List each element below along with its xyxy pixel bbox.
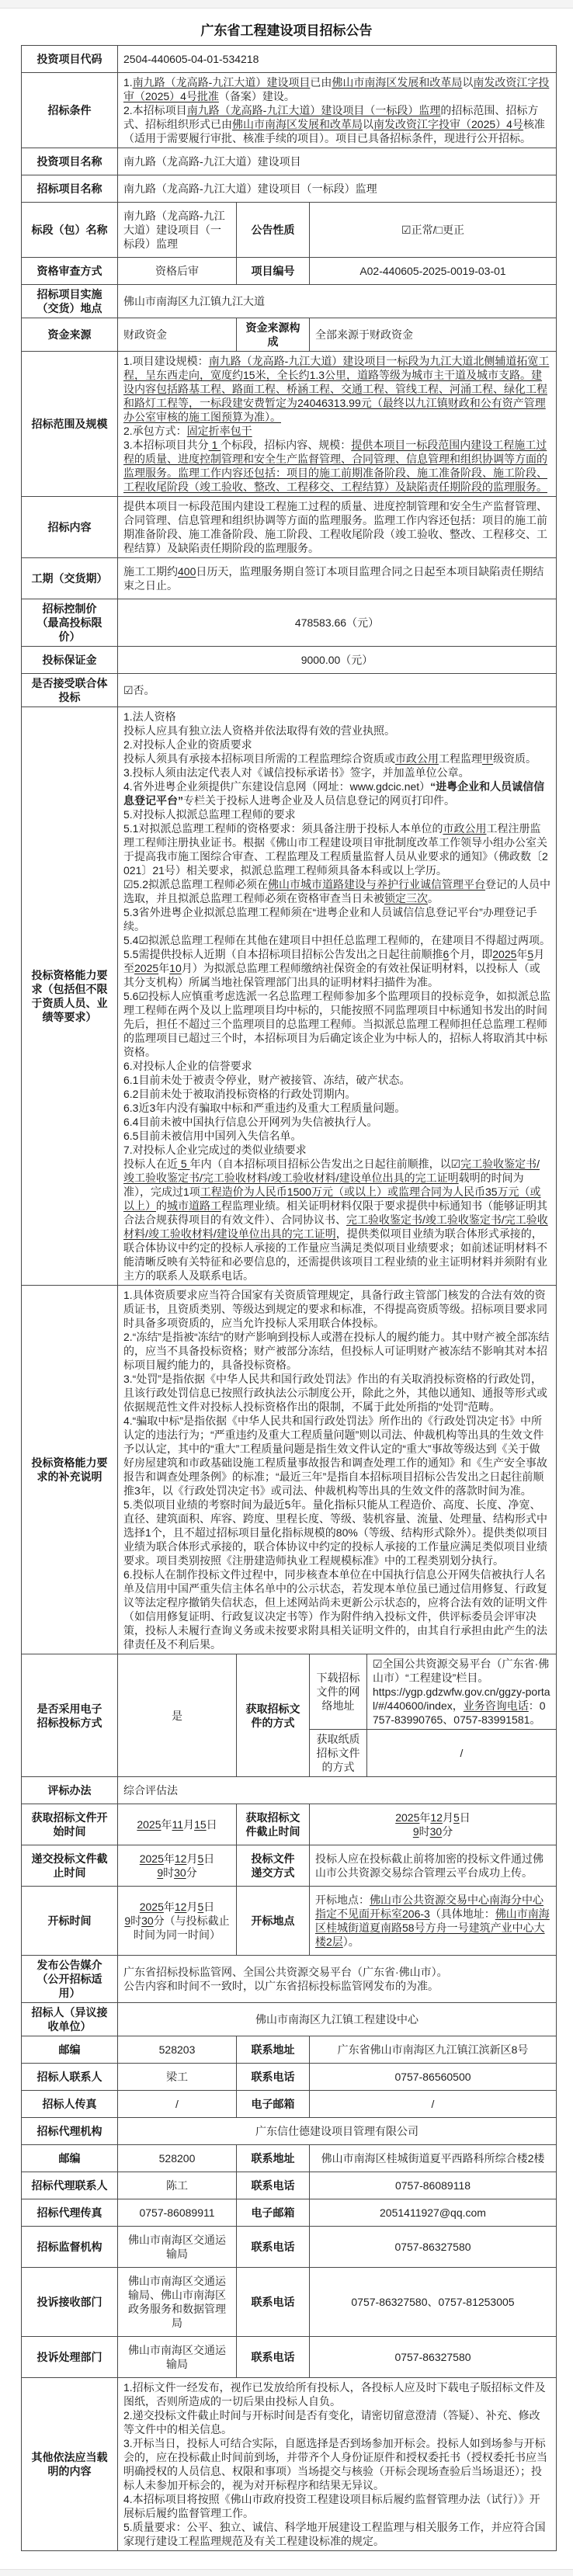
agency-value: 广东信仕德建设项目管理有限公司 [118,2118,557,2145]
row-other-content [22,2378,557,2551]
qualification-review-value: 资格后审 [118,258,237,285]
project-number-label: 项目编号 [237,258,310,285]
row-construction-period [22,558,557,599]
complaint-handling-phone-value: 0757-86327580 [310,2337,557,2378]
investment-project-name-value: 南九路（龙高路-九江大道）建设项目 [118,148,557,175]
row-complaint-handling [22,2337,557,2378]
tenderer-value: 佛山市南海区九江镇工程建设中心 [118,2003,557,2036]
tender-content-value: 提供本项目一标段范围内建设工程施工过程的质量、进度控制管理和安全生产监督管理、合同管理、信息管理和组织协调等方面的监理服务。监理工作内容还包括：项目的施工前期准备阶段、施工准备阶段、施工阶段、工程收尾阶段（竣工验收、整改、工程移交、工程结算）及缺陷责任期阶段的监理服务。 [118,497,557,558]
agency-email-label: 电子邮箱 [237,2199,310,2227]
investment-project-code-value: 2504-440605-04-01-534218 [118,46,557,73]
row-submission-deadline [22,1845,557,1887]
qualification-review-label: 资格审查方式 [22,258,118,285]
acquisition-start-value: 2025年11月15日 [118,1804,237,1845]
evaluation-method-value: 综合评估法 [118,1777,557,1804]
tenderer-label: 招标人（异议接 收单位） [22,2003,118,2036]
row-agency [22,2118,557,2145]
other-content-value: 1.招标文件一经发布，视作已发放给所有投标人，各投标人应及时下载电子版招标文件及图纸，否则所造成的一切后果由投标人自负。 2.递交投标文件截止时间与开标时间是否有变化，请密切留意澄清（答疑）、补充、修改等文件中的相关信息。 3.开标当日，投标人可结合实际，自愿选择是否到场参加开标会。投标人如到场参与开标会的，应在投标截止时间前到场，并带齐个人身份证原件和授权委托书（授权委托书应当明确授权的人员信息、权限和事项）当场提交与核验（开标会现场查验后当场退还）；投标人未参加开标会的，视为对开标程序和结果无异议。 4.本招标项目将按照《佛山市政府投资工程建设项目标后履约监督管理办法（试行）》开展标后履约监督管理工作。 5.质量要求：公平、独立、诚信、科学地开展建设工程监理与相关服务工作，并应符合国家现行建设工程监理规范及有关工程建设标准的规定。 [118,2378,557,2551]
submission-method-label: 投标文件 递交方式 [237,1845,310,1887]
tender-content-label: 招标内容 [22,497,118,558]
submission-deadline-label: 递交投标文件截 止时间 [22,1845,118,1887]
bid-security-value: 9000.00（元） [118,647,557,674]
agency-address-value: 佛山市南海区桂城街道夏平西路科所综合楼2楼 [310,2145,557,2172]
tenderer-postcode-value: 528203 [118,2036,237,2064]
row-acquisition-time [22,1804,557,1845]
bid-opening-time-label: 开标时间 [22,1887,118,1956]
complaint-receiving-phone-value: 0757-86327580、0757-81253005 [310,2268,557,2337]
bid-opening-place-value: 开标地点：佛山市公共资源交易中心南海分中心指定不见面开标室206-3（具体地址：佛山市南海区桂城街道夏南路58号方舟一号建筑产业中心大楼2层）。 [310,1887,557,1956]
row-agency-contact [22,2172,557,2199]
funding-composition-label: 资金来源构 成 [237,318,310,352]
electronic-bidding-value: 是 [118,1654,237,1777]
row-tenderer-contact [22,2064,557,2091]
section-package-name-label: 标段（包）名称 [22,203,118,258]
funding-source-value: 财政资金 [118,318,237,352]
supervision-phone-label: 联系电话 [237,2227,310,2268]
tenderer-email-label: 电子邮箱 [237,2091,310,2118]
submission-method-value: 投标人应在投标截止前将加密的投标文件通过佛山市公共资源交易综合管理云平台成功上传。 [310,1845,557,1887]
tenderer-contact-label: 招标人联系人 [22,2064,118,2091]
tenderer-email-value: / [310,2091,557,2118]
row-tender-project-name [22,175,557,203]
row-tenderer-postcode [22,2036,557,2064]
tenderer-contact-value: 梁工 [118,2064,237,2091]
notice-nature-value: ☑正常/□更正 [310,203,557,258]
agency-fax-label: 招标代理传真 [22,2199,118,2227]
qualification-supplement-value: 1.具体资质要求应当符合国家有关资质管理规定，具备行政主管部门核发的合法有效的资质证书，且资质类别、等级达到规定的要求和标准，不得提高资质等级。招标项目要求同时具备多项资质的，应当允许投标人采用联合体投标。 2.“冻结”是指被“冻结”的财产影响到投标人或潜在投标人的履约能力。其中财产被全部冻结的，应当不具备投标资格；财产被部分冻结，但投标人可证明财产被冻结不影响其对本招标项目履约能力的，具备投标资格。 3.“处罚”是指依据《中华人民共和国行政处罚法》作出的有关取消投标资格的行政处罚，且该行政处罚信息已按照行政执法公示制度公开，除此之外，其他以通知、通报等形式或依据规范性文件对投标人投标资格作出的限制，不属于此处所指的“处罚”范畴。 4.“骗取中标”是指依据《中华人民共和国行政处罚法》所作出的《行政处罚决定书》中所认定的违法行为；“严重违约及重大工程质量问题”则以司法、仲裁机构等出具的生效文件予以认定，其中的“重大”工程质量问题是指生效文件认定的“重大”事故等级达到《关于做好房屋建筑和市政基础设施工程质量事故报告和调查处理工作的通知》和《生产安全事故报告和调查处理条例》的标准；“最近三年”是指自本招标项目招标公告发出之日起往前顺推3年，以《行政处罚决定书》或司法、仲裁机构等出具的生效文件的落款时间为准。 5.类似项目业绩的考察时间为最近5年。量化指标只能从工程造价、高度、长度、净宽、直径、建筑面积、库容、跨度、里程长度、等级、装机容量、流量、处理量、结构形式中选择1个，且不超过招标项目量化指标规模的80%（等级、结构形式除外）。提供类似项目业绩为联合体形式承接的，联合体协议中约定的投标人承接的工作量应满足类似项目业绩要求。项目类别按照《注册建造师执业工程规模标准》中的工程类别划分执行。 6.投标人在制作投标文件过程中，同步核查本单位在中国执行信息公开网失信被执行人名单及信用中国严重失信主体名单中的公示状态，若发现本单位虽已通过信用修复、行政复议等法定程序撤销失信状态，但上述网站尚未更新公示状态的，应将合法有效的证明文件（如信用修复证明、行政复议决定书等）作为附件纳入投标文件，供评标委员会评审决策，投标人未履行查询义务或未按要求附具相关证明文件的，由其自行承担由此产生的法律责任及不利后果。 [118,1286,557,1654]
row-complaint-receiving [22,2268,557,2337]
bid-security-label: 投标保证金 [22,647,118,674]
control-price-value: 478583.66（元） [118,599,557,647]
funding-source-label: 资金来源 [22,318,118,352]
submission-deadline-value: 2025年12月5日 9时30分 [118,1845,237,1887]
row-section-name [22,203,557,258]
electronic-bidding-label: 是否采用电子 招标投标方式 [22,1654,118,1777]
download-address-value: ☑全国公共资源交易平台（广东省·佛山市）“工程建设”栏目。 https://ygp.gdzwfw.gov.cn/ggzy-portal/#/440600/index，业务咨询电话：0757-83990765、0757-83991581。 [367,1654,557,1730]
consortium-value: ☑否。 [118,674,557,707]
project-number-value: A02-440605-2025-0019-03-01 [310,258,557,285]
tenderer-postcode-label: 邮编 [22,2036,118,2064]
paper-document-label: 获取纸质 招标文件 的方式 [310,1730,367,1777]
qualification-supplement-label: 投标资格能力要 求的补充说明 [22,1286,118,1654]
row-qualification-review [22,258,557,285]
control-price-label: 招标控制价 （最高投标限 价） [22,599,118,647]
row-funding-source [22,318,557,352]
row-evaluation-method [22,1777,557,1804]
row-announcement-media [22,1956,557,2003]
row-implementation-location [22,285,557,318]
complaint-handling-label: 投诉处理部门 [22,2337,118,2378]
row-tender-scope [22,352,557,497]
construction-period-label: 工期（交货期） [22,558,118,599]
agency-postcode-label: 邮编 [22,2145,118,2172]
bidder-qualification-value: 1.法人资格 投标人应具有独立法人资格并依法取得有效的营业执照。 2.对投标人企业的资质要求 投标人须具有承接本招标项目所需的工程监理综合资质或市政公用工程监理甲级资质。 3.投标人须由法定代表人对《诚信投标承诺书》签字，并加盖单位公章。 4.省外进粤企业须提供广东建设信息网（网址：www.gdcic.net）“进粤企业和人员诚信信息登记平台”专栏关于投标人进粤企业及人员信息登记的网页打印件。 5.对投标人拟派总监理工程师的要求 5.1对拟派总监理工程师的资格要求：须具备注册于投标人本单位的市政公用工程注册监理工程师注册执业证书。根据《佛山市工程建设项目审批制度改革工作领导小组办公室关于提高我市施工图综合审查、工程监理及工程质量监督人员从业要求的通知》（佛政数〔2021〕21号）相关要求，拟派总监理工程师须具备本科或以上学历。 ☑5.2拟派总监理工程师必须在佛山市城市道路建设与养护行业诚信管理平台登记的人员中选取，并且拟派总监理工程师必须在资格审查当日未被锁定三次。 5.3省外进粤企业拟派总监理工程师须在“进粤企业和人员诚信信息登记平台”办理登记手续。 5.4☑拟派总监理工程师在其他在建项目中担任总监理工程师的，在建项目不得超过两项。 5.5需提供投标人近期（自本招标项目招标公告发出之日起往前顺推6个月，即2025年5月至2025年10月）为拟派总监理工程师缴纳社保资金的有效社保证明材料，以投标人（或其分支机构）所属当地社保管理部门出具的证明材料扫描件为准。 5.6☑投标人应慎重考虑选派一名总监理工程师参加多个监理项目的投标竞争，如拟派总监理工程师在两个及以上监理项目均中标的，只能按照不同监理项目中标通知书发出的时间先后，担任不超过三个监理项目的总监理工程师。当拟派总监理工程师担任总监理工程师的监理项目已超过三个时，本招标项目为后确定该企业为中标人的，招标人将取消其中标资格。 6.对投标人企业的信誉要求 6.1目前未处于被责令停业，财产被接管、冻结，破产状态。 6.2目前未处于被取消投标资格的行政处罚期内。 6.3近3年内没有骗取中标和严重违约及重大工程质量问题。 6.4目前未被中国执行信息公开网列为失信被执行人。 6.5目前未被信用中国列入失信名单。 7.对投标人企业完成过的类似业绩要求 投标人在近 5 年内（自本招标项目招标公告发出之日起往前顺推，以☑完工验收鉴定书/竣工验收鉴定书/完工验收材料/竣工验收材料/建设单位出具的完工证明载明的时间为准），完成过1项工程造价为人民币1500万元（或以上）或监理合同为人民币35万元（或以上）的城市道路工程监理业绩。相关证明材料仅限于要求提供中标通知书（能够证明其合法合规获得项目的有效文件）、合同协议书、完工验收鉴定书/竣工验收鉴定书/完工验收材料/竣工验收材料/建设单位出具的完工证明，提供类似项目业绩为联合体形式承接的，联合体协议中约定的投标人承接的工作量应当满足类似项目业绩要求；如前述证明材料不能清晰反映有关特征和必要信息的，还需提供该项目工程业绩的业主证明材料并须附有业主方的联系人及联系电话。 [118,707,557,1286]
agency-email-value: 2051411927@qq.com [310,2199,557,2227]
tender-project-name-value: 南九路（龙高路-九江大道）建设项目（一标段）监理 [118,175,557,203]
row-tenderer [22,2003,557,2036]
agency-fax-value: 0757-86089911 [118,2199,237,2227]
row-electronic-bidding [22,1654,557,1730]
agency-contact-value: 陈工 [118,2172,237,2199]
announcement-media-label: 发布公告媒介 （公开招标适 用） [22,1956,118,2003]
investment-project-name-label: 投资项目名称 [22,148,118,175]
row-tender-conditions [22,73,557,148]
tender-project-name-label: 招标项目名称 [22,175,118,203]
complaint-handling-phone-label: 联系电话 [237,2337,310,2378]
tenderer-address-value: 广东省佛山市南海区九江镇江滨新区8号 [310,2036,557,2064]
row-qualification-supplement [22,1286,557,1654]
complaint-handling-value: 佛山市南海区交通运输局 [118,2337,237,2378]
row-control-price [22,599,557,647]
acquisition-start-label: 获取招标文件开 始时间 [22,1804,118,1845]
row-consortium [22,674,557,707]
consortium-label: 是否接受联合体 投标 [22,674,118,707]
top-strip [0,0,573,9]
agency-label: 招标代理机构 [22,2118,118,2145]
agency-phone-label: 联系电话 [237,2172,310,2199]
agency-address-label: 联系地址 [237,2145,310,2172]
supervision-phone-value: 0757-86327580 [310,2227,557,2268]
funding-composition-value: 全部来源于财政资金 [310,318,557,352]
tenderer-address-label: 联系地址 [237,2036,310,2064]
acquisition-deadline-value: 2025年12月5日 9时30分 [310,1804,557,1845]
tenderer-phone-value: 0757-86560500 [310,2064,557,2091]
row-bidder-qualification [22,707,557,1286]
row-agency-fax [22,2199,557,2227]
announcement-table [21,45,557,2551]
bid-opening-place-label: 开标地点 [237,1887,310,1956]
row-bid-security [22,647,557,674]
evaluation-method-label: 评标办法 [22,1777,118,1804]
row-investment-project-code [22,46,557,73]
tenderer-phone-label: 联系电话 [237,2064,310,2091]
tender-scope-value: 1.项目建设规模：南九路（龙高路-九江大道）建设项目一标段为九江大道北侧辅道拓宽工程，呈东西走向，宽度约15米，全长约1.3公里，道路等级为城市主干道及城市支路。建设内容包括路基工程、路面工程、桥涵工程、交通工程、管线工程、河涌工程、绿化工程和路灯工程等，一标段建安费暂定为24046313.99元（最终以九江镇财政和公有资产管理办公室审核的施工图预算为准）。 2.承包方式：固定折率包干 3.本招标项目共分 1 个标段，招标内容、规模：提供本项目一标段范围内建设工程施工过程的质量、进度控制管理和安全生产监督管理、合同管理、信息管理和组织协调等方面的监理服务。监理工作内容还包括：项目的施工前期准备阶段、施工准备阶段、施工阶段、工程收尾阶段（竣工验收、整改、工程移交、工程结算）及缺陷责任期阶段的监理服务。 [118,352,557,497]
row-tenderer-fax [22,2091,557,2118]
tenderer-fax-label: 招标人传真 [22,2091,118,2118]
download-address-label: 下载招标 文件的网 络地址 [310,1654,367,1730]
agency-phone-value: 0757-86089118 [310,2172,557,2199]
tender-conditions-value: 1.南九路（龙高路-九江大道）建设项目已由佛山市南海区发展和改革局以南发改资江字投审（2025）4号批准（备案）建设。 2.本招标项目南九路（龙高路-九江大道）建设项目（一标段）监理的招标范围、招标方式、招标组织形式已由佛山市南海区发展和改革局以南发改资江字投审（2025）4号核准（适用于需要履行审批、核准手续的项目）。项目已具备招标条件，现进行公开招标。 [118,73,557,148]
row-investment-project-name [22,148,557,175]
bottom-strip [0,2569,573,2576]
bid-opening-time-value: 2025年12月5日 9时30分（与投标截止 时间为同一时间） [118,1887,237,1956]
page-title: 广东省工程建设项目招标公告 [200,23,373,38]
implementation-location-value: 佛山市南海区九江镇九江大道 [118,285,557,318]
other-content-label: 其他依法应当载 明的内容 [22,2378,118,2551]
supervision-value: 佛山市南海区交通运输局 [118,2227,237,2268]
row-bid-opening [22,1887,557,1956]
complaint-receiving-phone-label: 联系电话 [237,2268,310,2337]
supervision-label: 招标监督机构 [22,2227,118,2268]
implementation-location-label: 招标项目实施 （交货）地点 [22,285,118,318]
agency-postcode-value: 528200 [118,2145,237,2172]
row-agency-postcode [22,2145,557,2172]
paper-document-value: / [367,1730,557,1777]
tenderer-fax-value: / [118,2091,237,2118]
construction-period-value: 施工工期约400日历天，监理服务期自签订本项目监理合同之日起至本项目缺陷责任期结束之日止。 [118,558,557,599]
notice-nature-label: 公告性质 [237,203,310,258]
agency-contact-label: 招标代理联系人 [22,2172,118,2199]
document-acquisition-method-label: 获取招标文 件的方式 [237,1654,310,1777]
tender-scope-label: 招标范围及规模 [22,352,118,497]
announcement-table-body [22,46,557,2551]
bidder-qualification-label: 投标资格能力要 求（包括但不限 于资质人员、业 绩等要求） [22,707,118,1286]
complaint-receiving-label: 投诉接收部门 [22,2268,118,2337]
tender-conditions-label: 招标条件 [22,73,118,148]
row-supervision [22,2227,557,2268]
complaint-receiving-value: 佛山市南海区交通运输局、佛山市南海区政务服务和数据管理局 [118,2268,237,2337]
announcement-media-value: 广东省招标投标监管网、全国公共资源交易平台（广东省·佛山市）。 公告内容和时间不一致时，以广东省招标投标监管网发布的为准。 [118,1956,557,2003]
acquisition-deadline-label: 获取招标文 件截止时间 [237,1804,310,1845]
investment-project-code-label: 投资项目代码 [22,46,118,73]
row-tender-content [22,497,557,558]
section-package-name-value: 南九路（龙高路-九江大道）建设项目（一标段）监理 [118,203,237,258]
